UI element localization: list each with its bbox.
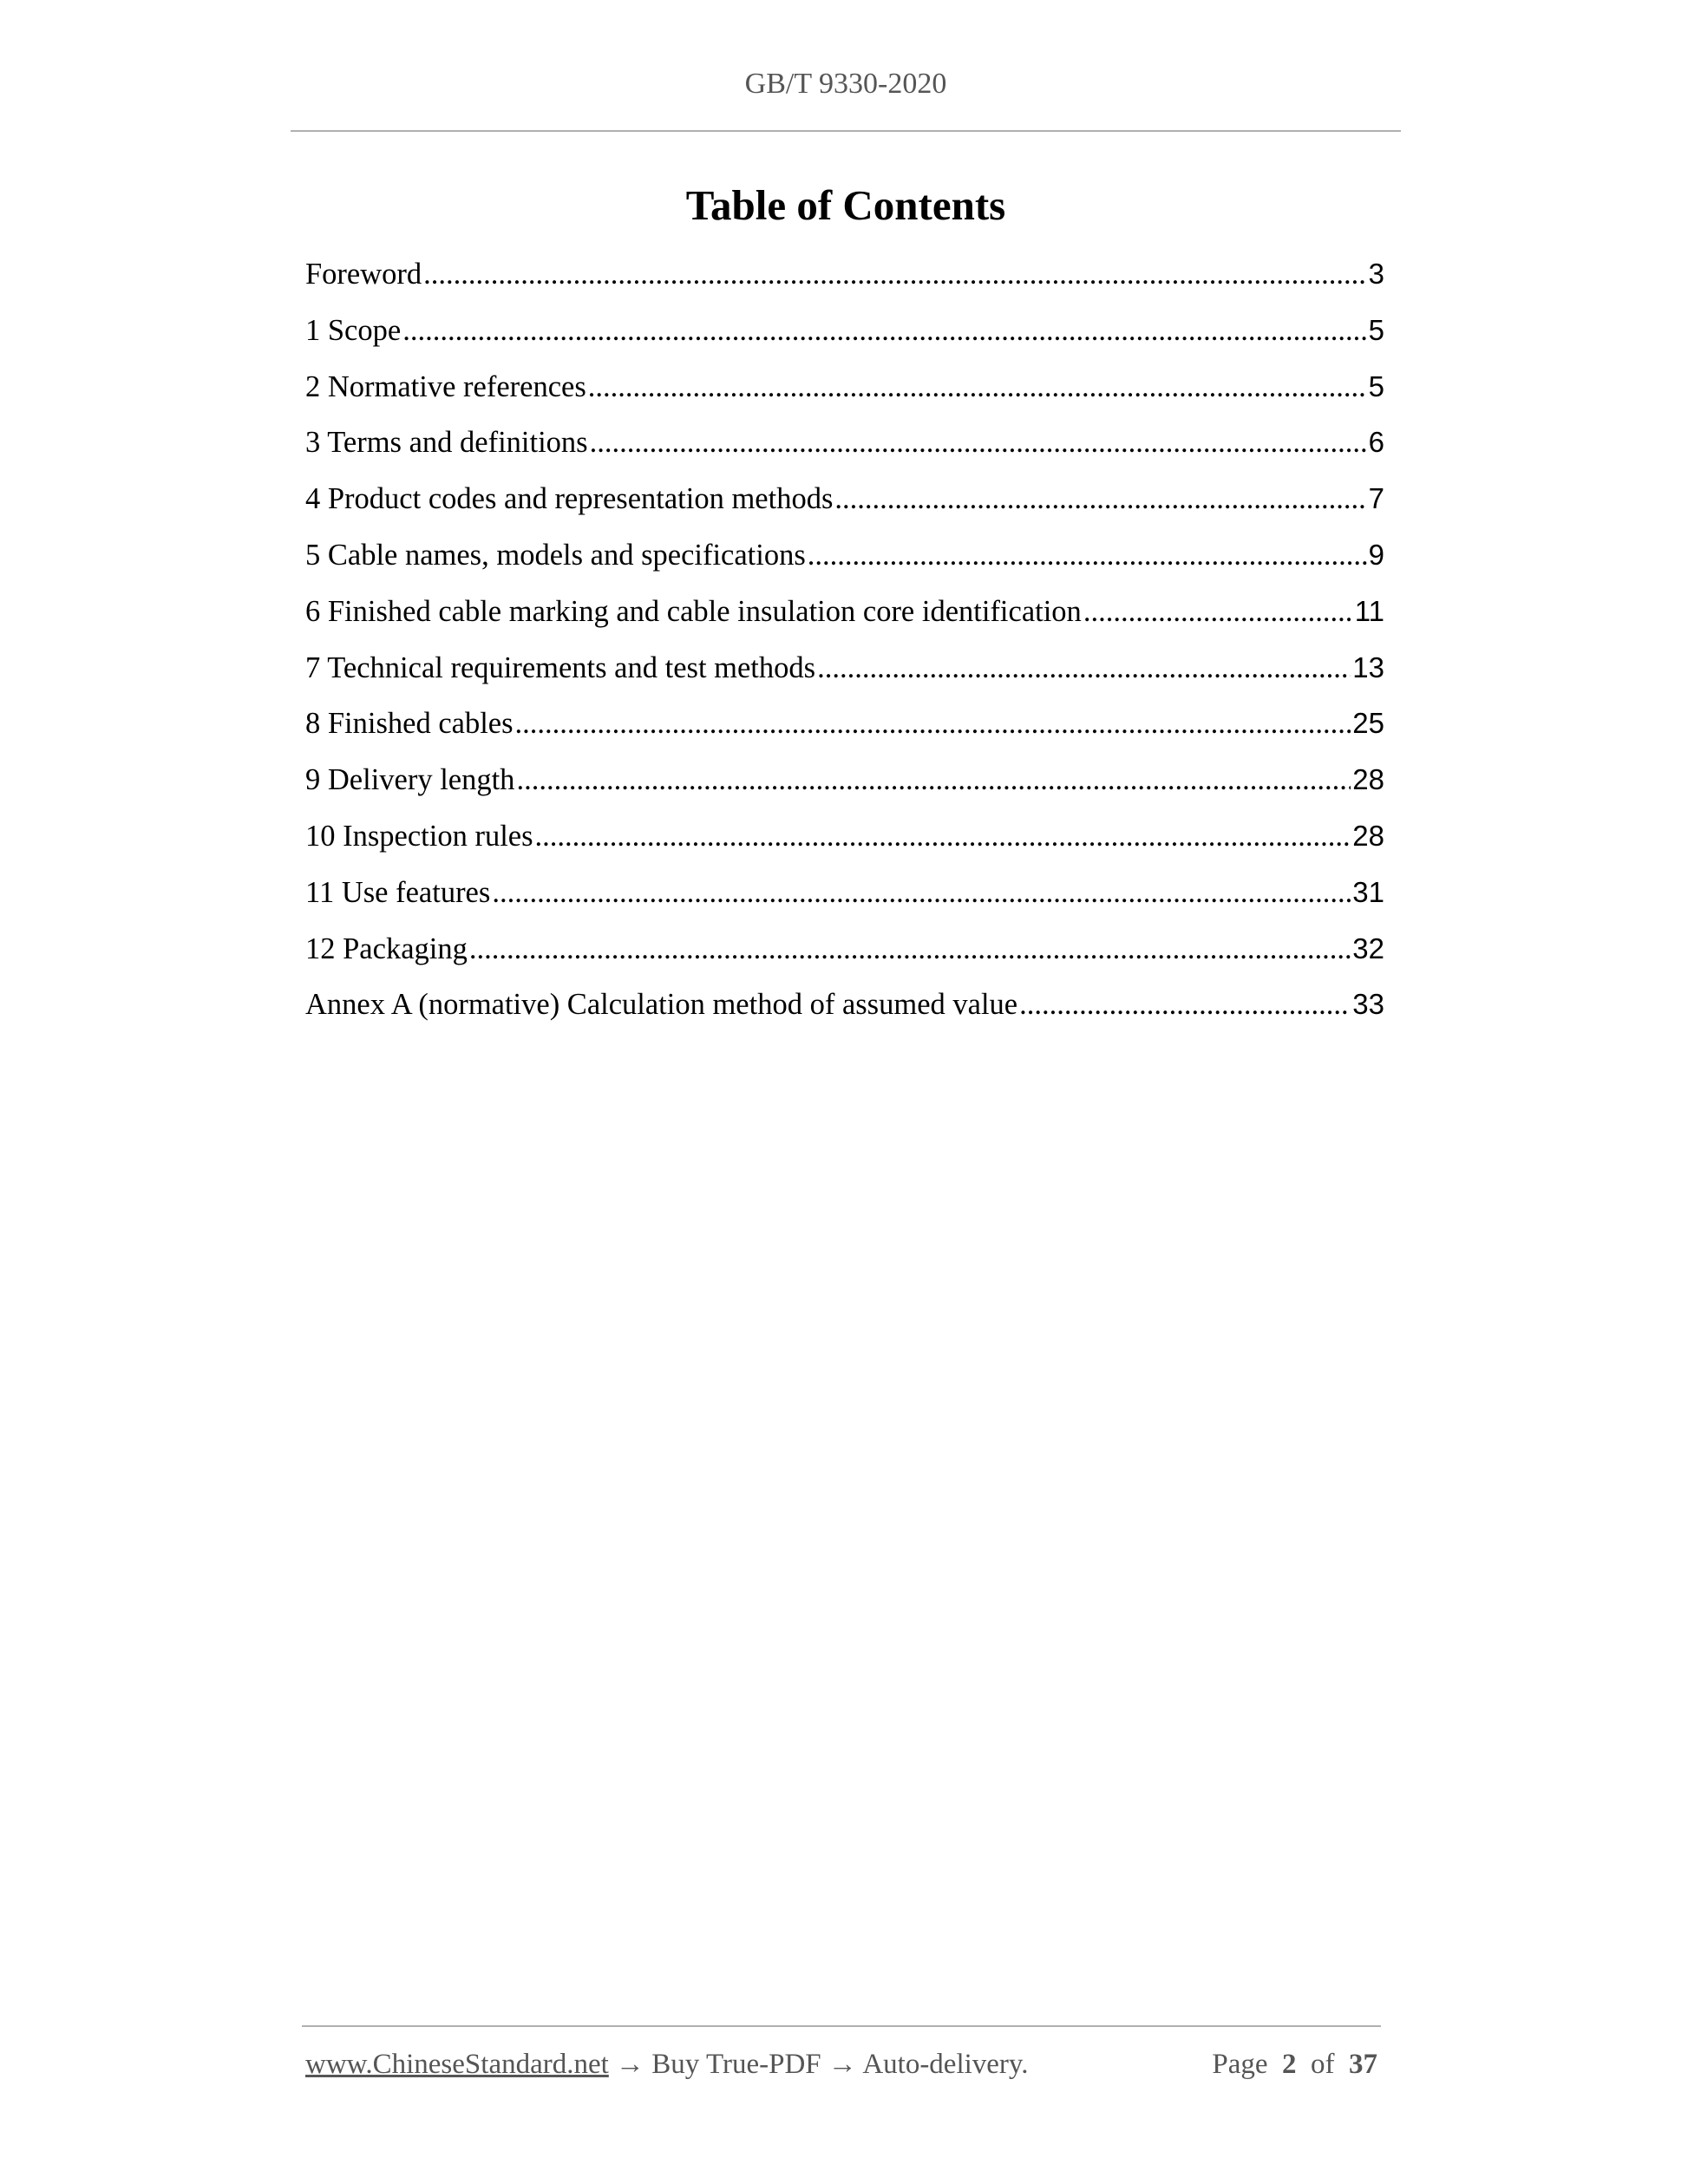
toc-page-number: 28 (1352, 763, 1384, 796)
toc-entry-label: 4 Product codes and representation methods (305, 482, 834, 516)
toc-dot-leader (1019, 988, 1351, 1022)
header-divider (291, 130, 1401, 132)
toc-entry-scope[interactable] (305, 314, 1384, 370)
toc-entry-product-codes[interactable] (305, 482, 1384, 539)
page-indicator (1212, 2049, 1377, 2081)
toc-page-number: 33 (1352, 988, 1384, 1021)
toc-entry-label: 7 Technical requirements and test methods (305, 651, 816, 684)
toc-entry-cable-names[interactable] (305, 539, 1384, 595)
toc-page-number: 31 (1352, 875, 1384, 908)
toc-entry-label: 5 Cable names, models and specifications (305, 538, 806, 572)
toc-entry-label: 6 Finished cable marking and cable insulation core identification (305, 594, 1082, 628)
toc-page-number: 25 (1352, 707, 1384, 740)
toc-page-number: 32 (1352, 932, 1384, 964)
toc-dot-leader (817, 651, 1351, 685)
toc-entry-foreword[interactable] (305, 258, 1384, 314)
toc-dot-leader (423, 258, 1366, 291)
footer-divider (302, 2025, 1381, 2027)
toc-entry-label: 12 Packaging (305, 932, 468, 965)
toc-entry-use-features[interactable] (305, 876, 1384, 932)
toc-entry-label: 10 Inspection rules (305, 819, 533, 853)
toc-page-number: 5 (1368, 369, 1384, 402)
toc-page-number: 6 (1368, 426, 1384, 459)
toc-dot-leader (515, 707, 1351, 741)
toc-dot-leader (535, 820, 1351, 853)
toc-page-number: 28 (1352, 819, 1384, 852)
toc-entry-label: 11 Use features (305, 875, 491, 909)
toc-entry-inspection-rules[interactable] (305, 820, 1384, 876)
toc-entry-normative-references[interactable] (305, 370, 1384, 427)
toc-list (305, 258, 1384, 1044)
toc-entry-terms-definitions[interactable] (305, 426, 1384, 482)
toc-entry-label: 2 Normative references (305, 369, 586, 403)
toc-dot-leader (588, 370, 1367, 404)
toc-dot-leader (808, 539, 1367, 572)
of-word: of (1311, 2049, 1335, 2080)
buy-true-pdf-text: Buy True-PDF (651, 2049, 821, 2080)
toc-page-number: 13 (1352, 651, 1384, 683)
right-arrow-icon: → (616, 2049, 645, 2080)
chinesestandard-link[interactable]: www.ChineseStandard.net (305, 2049, 609, 2080)
page-word: Page (1212, 2049, 1268, 2080)
toc-dot-leader (469, 932, 1351, 966)
toc-page-number: 3 (1368, 258, 1384, 290)
toc-dot-leader (492, 876, 1351, 910)
toc-entry-label: 1 Scope (305, 313, 402, 347)
toc-dot-leader (1083, 595, 1353, 629)
current-page-number: 2 (1282, 2049, 1297, 2080)
right-arrow-icon: → (828, 2049, 857, 2080)
toc-entry-label: Annex A (normative) Calculation method of assumed value (305, 988, 1018, 1022)
toc-entry-packaging[interactable] (305, 932, 1384, 989)
toc-page-number: 5 (1368, 313, 1384, 346)
toc-page-number: 11 (1354, 594, 1384, 627)
toc-page-number: 9 (1368, 538, 1384, 571)
running-header-standard-code: GB/T 9330-2020 (744, 68, 947, 100)
toc-entry-delivery-length[interactable] (305, 763, 1384, 820)
toc-entry-annex-a[interactable] (305, 988, 1384, 1044)
toc-entry-finished-cables[interactable] (305, 707, 1384, 763)
toc-dot-leader (402, 314, 1366, 348)
toc-dot-leader (834, 482, 1366, 516)
toc-dot-leader (516, 763, 1351, 797)
total-page-count: 37 (1349, 2049, 1377, 2080)
page-footer (305, 2049, 1377, 2081)
auto-delivery-text: Auto-delivery. (862, 2049, 1029, 2080)
toc-entry-technical-requirements[interactable] (305, 651, 1384, 708)
toc-page-number: 7 (1368, 482, 1384, 515)
toc-title: Table of Contents (685, 181, 1006, 229)
toc-entry-label: Foreword (305, 258, 422, 291)
toc-entry-label: 3 Terms and definitions (305, 426, 588, 460)
toc-dot-leader (590, 426, 1367, 460)
toc-entry-label: 8 Finished cables (305, 707, 514, 741)
toc-entry-cable-marking[interactable] (305, 595, 1384, 651)
toc-entry-label: 9 Delivery length (305, 763, 515, 797)
